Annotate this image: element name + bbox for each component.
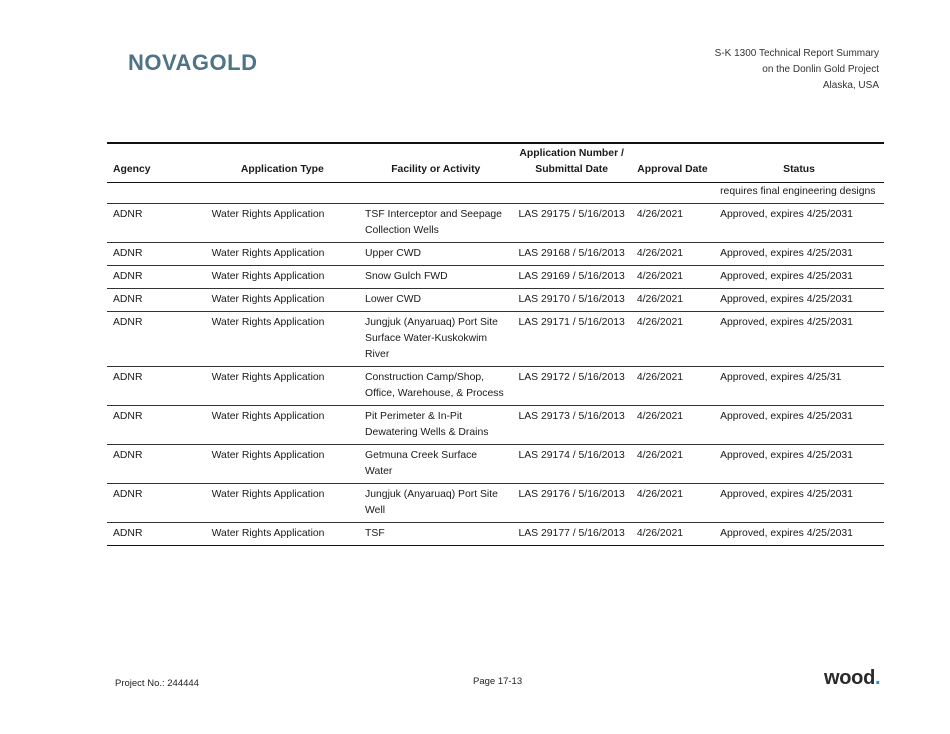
cell-agency: ADNR xyxy=(107,445,206,484)
cell-application-number: LAS 29168 / 5/16/2013 xyxy=(512,243,630,266)
cell-status: Approved, expires 4/25/2031 xyxy=(714,445,884,484)
wood-logo xyxy=(824,667,880,690)
cell-agency: ADNR xyxy=(107,523,206,546)
table-row xyxy=(107,266,884,289)
novagold-logo: NOVAGOLD xyxy=(128,50,258,75)
carryover-status-cell: requires final engineering designs xyxy=(714,183,884,204)
page-number: Page 17-13 xyxy=(473,676,523,687)
cell-application-number: LAS 29169 / 5/16/2013 xyxy=(512,266,630,289)
cell-approval-date: 4/26/2021 xyxy=(631,289,714,312)
table-row xyxy=(107,312,884,367)
cell-status: Approved, expires 4/25/2031 xyxy=(714,312,884,367)
cell-application-type: Water Rights Application xyxy=(206,204,359,243)
cell-application-type: Water Rights Application xyxy=(206,312,359,367)
wood-logo-text: wood xyxy=(824,667,876,689)
table-row-carryover xyxy=(107,183,884,204)
permits-table xyxy=(107,142,884,546)
column-header-application-type: Application Type xyxy=(206,143,359,183)
cell-facility: Snow Gulch FWD xyxy=(359,266,512,289)
table-header-row xyxy=(107,143,884,183)
wood-logo-dot: . xyxy=(875,667,881,689)
table-row xyxy=(107,484,884,523)
cell-application-type: Water Rights Application xyxy=(206,266,359,289)
table-cell xyxy=(206,183,359,204)
cell-status: Approved, expires 4/25/2031 xyxy=(714,484,884,523)
table-row xyxy=(107,445,884,484)
column-header-application-number: Application Number / Submittal Date xyxy=(512,143,630,183)
cell-application-type: Water Rights Application xyxy=(206,523,359,546)
cell-application-type: Water Rights Application xyxy=(206,406,359,445)
cell-agency: ADNR xyxy=(107,406,206,445)
cell-facility: TSF Interceptor and Seepage Collection Wells xyxy=(359,204,512,243)
cell-application-type: Water Rights Application xyxy=(206,289,359,312)
cell-agency: ADNR xyxy=(107,243,206,266)
cell-facility: Jungjuk (Anyaruaq) Port Site Surface Water-Kuskokwim River xyxy=(359,312,512,367)
cell-facility: Pit Perimeter & In-Pit Dewatering Wells & Drains xyxy=(359,406,512,445)
cell-approval-date: 4/26/2021 xyxy=(631,406,714,445)
cell-approval-date: 4/26/2021 xyxy=(631,204,714,243)
cell-facility: Lower CWD xyxy=(359,289,512,312)
cell-facility: Upper CWD xyxy=(359,243,512,266)
table-cell xyxy=(107,183,206,204)
cell-approval-date: 4/26/2021 xyxy=(631,266,714,289)
cell-status: Approved, expires 4/25/2031 xyxy=(714,406,884,445)
cell-application-number: LAS 29173 / 5/16/2013 xyxy=(512,406,630,445)
cell-application-number: LAS 29171 / 5/16/2013 xyxy=(512,312,630,367)
cell-facility: Jungjuk (Anyaruaq) Port Site Well xyxy=(359,484,512,523)
project-number: Project No.: 244444 xyxy=(115,678,199,689)
table-row xyxy=(107,204,884,243)
cell-application-number: LAS 29170 / 5/16/2013 xyxy=(512,289,630,312)
cell-status: Approved, expires 4/25/2031 xyxy=(714,204,884,243)
cell-agency: ADNR xyxy=(107,484,206,523)
report-title-block xyxy=(715,46,879,94)
table-cell xyxy=(512,183,630,204)
report-title-line-2: on the Donlin Gold Project xyxy=(762,64,879,75)
cell-application-type: Water Rights Application xyxy=(206,367,359,406)
cell-application-number: LAS 29177 / 5/16/2013 xyxy=(512,523,630,546)
column-header-facility: Facility or Activity xyxy=(359,143,512,183)
cell-application-number: LAS 29175 / 5/16/2013 xyxy=(512,204,630,243)
cell-facility: Getmuna Creek Surface Water xyxy=(359,445,512,484)
cell-agency: ADNR xyxy=(107,204,206,243)
cell-agency: ADNR xyxy=(107,367,206,406)
table-row xyxy=(107,406,884,445)
cell-application-number: LAS 29176 / 5/16/2013 xyxy=(512,484,630,523)
cell-approval-date: 4/26/2021 xyxy=(631,523,714,546)
cell-agency: ADNR xyxy=(107,289,206,312)
cell-approval-date: 4/26/2021 xyxy=(631,367,714,406)
cell-status: Approved, expires 4/25/2031 xyxy=(714,243,884,266)
cell-application-type: Water Rights Application xyxy=(206,243,359,266)
cell-approval-date: 4/26/2021 xyxy=(631,243,714,266)
cell-approval-date: 4/26/2021 xyxy=(631,312,714,367)
cell-application-type: Water Rights Application xyxy=(206,445,359,484)
report-title-line-1: S-K 1300 Technical Report Summary xyxy=(714,48,879,59)
cell-agency: ADNR xyxy=(107,266,206,289)
cell-approval-date: 4/26/2021 xyxy=(631,484,714,523)
cell-approval-date: 4/26/2021 xyxy=(631,445,714,484)
report-title-line-3: Alaska, USA xyxy=(822,80,879,91)
table-row xyxy=(107,243,884,266)
table-row xyxy=(107,523,884,546)
column-header-agency: Agency xyxy=(107,143,206,183)
cell-agency: ADNR xyxy=(107,312,206,367)
cell-status: Approved, expires 4/25/2031 xyxy=(714,266,884,289)
cell-status: Approved, expires 4/25/2031 xyxy=(714,523,884,546)
column-header-status: Status xyxy=(714,143,884,183)
table-row xyxy=(107,289,884,312)
cell-status: Approved, expires 4/25/31 xyxy=(714,367,884,406)
table-row xyxy=(107,367,884,406)
cell-facility: TSF xyxy=(359,523,512,546)
table-cell xyxy=(359,183,512,204)
table-cell xyxy=(631,183,714,204)
cell-application-number: LAS 29172 / 5/16/2013 xyxy=(512,367,630,406)
cell-facility: Construction Camp/Shop, Office, Warehouse, & Process xyxy=(359,367,512,406)
cell-application-number: LAS 29174 / 5/16/2013 xyxy=(512,445,630,484)
cell-application-type: Water Rights Application xyxy=(206,484,359,523)
cell-status: Approved, expires 4/25/2031 xyxy=(714,289,884,312)
column-header-approval-date: Approval Date xyxy=(631,143,714,183)
